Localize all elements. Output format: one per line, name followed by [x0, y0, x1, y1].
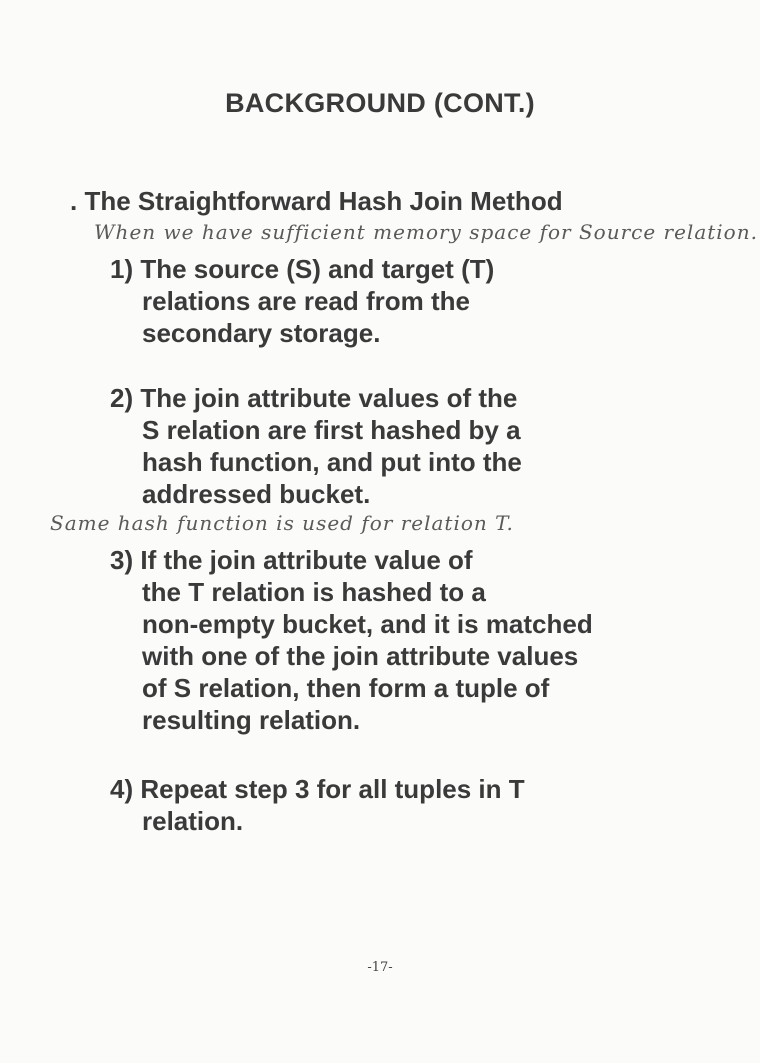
step-number: 4): [110, 774, 141, 804]
step-line: relations are read from the: [142, 286, 470, 316]
step-line: resulting relation.: [142, 705, 361, 735]
page-title: BACKGROUND (CONT.): [225, 88, 535, 118]
step-line: with one of the join attribute values: [142, 641, 579, 671]
step-number: 2): [110, 383, 141, 413]
step-4: [110, 773, 710, 837]
step-number: 1): [110, 254, 141, 284]
step-line: hash function, and put into the: [142, 447, 522, 477]
step-line: relation.: [142, 806, 244, 836]
step-line: of S relation, then form a tuple of: [142, 673, 550, 703]
step-1: [110, 253, 710, 349]
page-number: -17-: [367, 960, 393, 975]
step-line: the T relation is hashed to a: [142, 577, 486, 607]
step-2: [110, 382, 710, 510]
step-line: S relation are first hashed by a: [142, 415, 521, 445]
step-line: secondary storage.: [142, 318, 381, 348]
step-3: [110, 544, 710, 736]
step-line: The join attribute values of the: [140, 383, 518, 413]
step-number: 3): [110, 545, 141, 575]
handwritten-note-hash: Same hash function is used for relation T.: [50, 511, 514, 535]
step-line: Repeat step 3 for all tuples in T: [140, 774, 525, 804]
step-line: addressed bucket.: [142, 479, 371, 509]
handwritten-note-memory: When we have sufficient memory space for Source relation.: [94, 220, 758, 244]
step-line: non-empty bucket, and it is matched: [142, 609, 593, 639]
section-heading: . The Straightforward Hash Join Method: [70, 186, 563, 216]
step-line: If the join attribute value of: [140, 545, 473, 575]
step-line: The source (S) and target (T): [140, 254, 495, 284]
